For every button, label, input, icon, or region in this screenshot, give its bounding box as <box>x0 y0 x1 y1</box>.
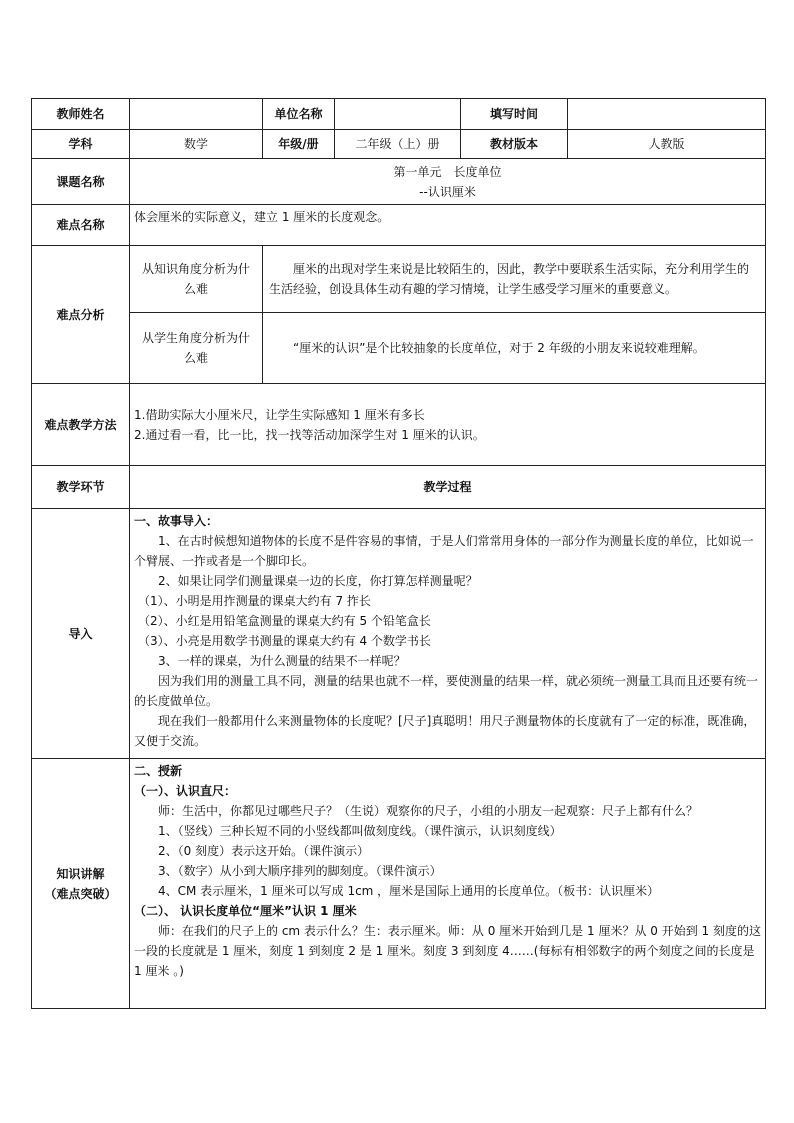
intro-p2: 2、如果让同学们测量课桌一边的长度，你打算怎样测量呢？ <box>158 574 478 588</box>
unit-label: 单位名称 <box>263 99 335 130</box>
intro-p4: （2）、小红是用铅笔盒测量的课桌大约有 5 个铅笔盒长 <box>138 614 431 628</box>
topic-value <box>130 159 766 205</box>
topic-row <box>32 159 766 205</box>
intro-content <box>130 509 766 759</box>
intro-p7: 因为我们用的测量工具不同，测量的结果也就不一样，要使测量的结果一样，就必须统一测量工具而且还要有统一的长度做单位。 <box>134 674 759 708</box>
edition-label: 教材版本 <box>461 130 568 159</box>
date-value <box>568 99 766 130</box>
knowledge-p2: 1、（竖线）三种长短不同的小竖线都叫做刻度线。（课件演示，认识刻度线） <box>158 824 562 838</box>
knowledge-sub2: （二）、 认识长度单位“厘米”认识 1 厘米 <box>134 904 357 918</box>
intro-p3: （1）、小明是用拃测量的课桌大约有 7 拃长 <box>138 594 371 608</box>
student-angle-label: 从学生角度分析为什么难 <box>130 313 263 384</box>
subject-label: 学科 <box>32 130 130 159</box>
method-row <box>32 384 766 466</box>
difficulty-label: 难点名称 <box>32 205 130 246</box>
analysis-student-row <box>32 313 766 384</box>
teacher-value <box>130 99 263 130</box>
edition-value: 人教版 <box>568 130 766 159</box>
intro-p5: （3）、小亮是用数学书测量的课桌大约有 4 个数学书长 <box>138 634 431 648</box>
unit-value <box>335 99 461 130</box>
difficulty-value: 体会厘米的实际意义，建立 1 厘米的长度观念。 <box>130 205 766 246</box>
method-line-2: 2.通过看一看，比一比，找一找等活动加深学生对 1 厘米的认识。 <box>134 427 485 442</box>
intro-row <box>32 509 766 759</box>
knowledge-p6: 师：在我们的尺子上的 cm 表示什么？生：表示厘米。师：从 0 厘米开始到几是 1 厘米？从 0 开始到 1 刻度的这一段的长度就是 1 厘米，刻度 1 到刻度 2 是 1 厘米。刻度 3 到刻度 4……(每标有相邻数字的两个刻度之间的长度是 1 厘米 。) <box>134 924 761 978</box>
difficulty-row <box>32 205 766 246</box>
method-value <box>130 384 766 466</box>
analysis-label: 难点分析 <box>32 246 130 384</box>
knowledge-p3: 2、（0 刻度）表示这开始。（课件演示） <box>158 844 370 858</box>
knowledge-p4: 3、（数字）从小到大顺序排列的脚刻度。（课件演示） <box>158 864 442 878</box>
intro-label: 导入 <box>32 509 130 759</box>
knowledge-p1: 师：生活中，你都见过哪些尺子？（生说）观察你的尺子，小组的小朋友一起观察：尺子上都有什么？ <box>158 804 699 818</box>
knowledge-row <box>32 759 766 1009</box>
grade-label: 年级/册 <box>263 130 335 159</box>
topic-label: 课题名称 <box>32 159 130 205</box>
topic-line-2: --认识厘米 <box>419 184 476 199</box>
stage-header: 教学环节 <box>32 466 130 509</box>
intro-p8: 现在我们一般都用什么来测量物体的长度呢？[尺子]真聪明！用尺子测量物体的长度就有了一定的标准，既准确，又便于交流。 <box>134 714 756 748</box>
knowledge-label-line-2: （难点突破） <box>44 886 117 901</box>
method-line-1: 1.借助实际大小厘米尺，让学生实际感知 1 厘米有多长 <box>134 407 425 422</box>
method-label: 难点教学方法 <box>32 384 130 466</box>
header-row <box>32 99 766 130</box>
analysis-knowledge-row <box>32 246 766 313</box>
intro-p1: 1、在古时候想知道物体的长度不是件容易的事情，于是人们常常用身体的一部分作为测量长度的单位，比如说一个臂展、一拃或者是一个脚印长。 <box>134 534 754 568</box>
knowledge-label-line-1: 知识讲解 <box>56 866 105 881</box>
topic-line-1: 第一单元 长度单位 <box>393 164 502 179</box>
date-label: 填写时间 <box>461 99 568 130</box>
knowledge-p5: 4、CM 表示厘米，1 厘米可以写成 1cm ，厘米是国际上通用的长度单位。（板书：认识厘米） <box>158 884 660 898</box>
process-header-row <box>32 466 766 509</box>
knowledge-sub1: （一）、认识直尺： <box>134 784 237 798</box>
subject-row <box>32 130 766 159</box>
process-header: 教学过程 <box>130 466 766 509</box>
lesson-plan-table <box>31 98 766 1009</box>
intro-heading: 一、故事导入： <box>134 514 219 528</box>
knowledge-label <box>32 759 130 1009</box>
knowledge-content <box>130 759 766 1009</box>
teacher-label: 教师姓名 <box>32 99 130 130</box>
grade-value: 二年级（上）册 <box>335 130 461 159</box>
intro-p6: 3、一样的课桌，为什么测量的结果不一样呢？ <box>158 654 406 668</box>
student-angle-text: “厘米的认识”是个比较抽象的长度单位，对于 2 年级的小朋友来说较难理解。 <box>263 313 766 384</box>
knowledge-heading: 二、授新 <box>134 764 183 778</box>
knowledge-angle-text: 厘米的出现对学生来说是比较陌生的，因此，教学中要联系生活实际，充分利用学生的生活经验，创设具体生动有趣的学习情境，让学生感受学习厘米的重要意义。 <box>263 246 766 313</box>
subject-value: 数学 <box>130 130 263 159</box>
knowledge-angle-label: 从知识角度分析为什么难 <box>130 246 263 313</box>
